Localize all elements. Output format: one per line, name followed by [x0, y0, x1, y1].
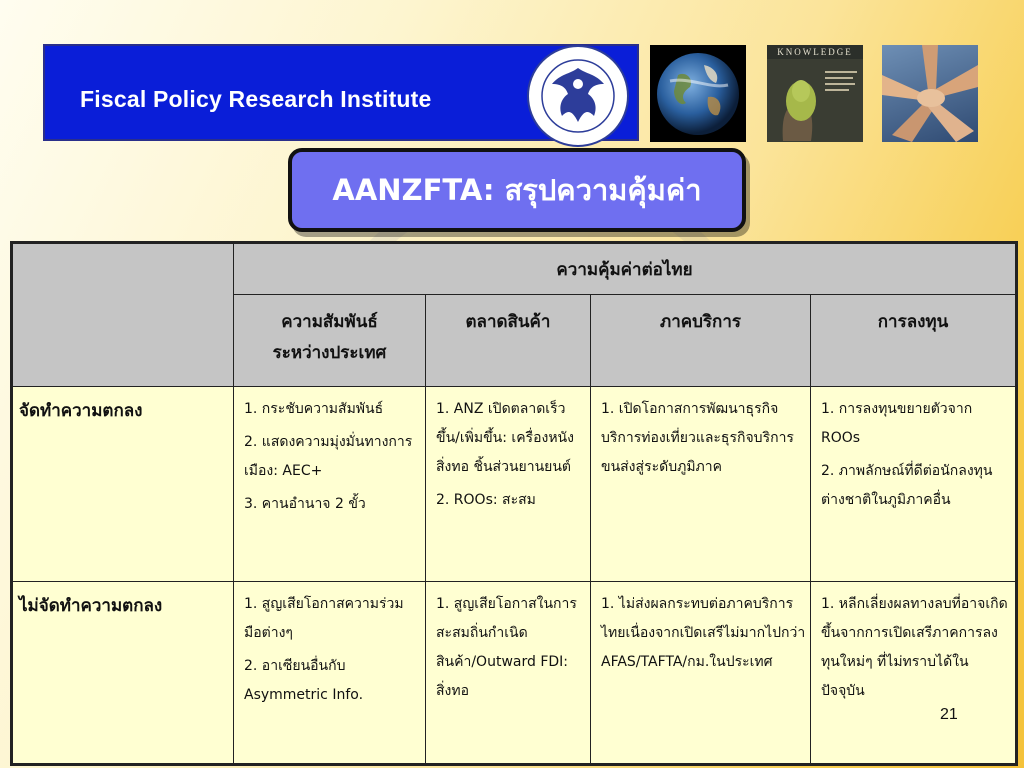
cell-item: 3. คานอำนาจ 2 ขั้ว	[244, 496, 366, 512]
institute-name: Fiscal Policy Research Institute	[80, 86, 432, 112]
cell-item: 1. หลีกเลี่ยงผลทางลบที่อาจเกิดขึ้นจากการเปิดเสรีภาคการลงทุนใหม่ๆ ที่ไม่ทราบได้ในปัจจุบัน	[821, 596, 1008, 699]
column-header-services: ภาคบริการ	[591, 295, 811, 387]
table-cell	[426, 387, 591, 582]
cell-item: 1. ANZ เปิดตลาดเร็วขึ้น/เพิ่มขึ้น: เครื่องหนัง สิ่งทอ ชิ้นส่วนยานยนต์	[436, 401, 574, 475]
column-header-investment: การลงทุน	[811, 295, 1017, 387]
slide-title-box	[288, 148, 746, 232]
cell-item: 1. สูญเสียโอกาสในการสะสมถิ่นกำเนิดสินค้า/Outward FDI: สิ่งทอ	[436, 596, 577, 699]
cell-item: 1. สูญเสียโอกาสความร่วมมือต่างๆ	[244, 596, 404, 641]
column-header-goods-market: ตลาดสินค้า	[426, 295, 591, 387]
page-number: 21	[940, 706, 958, 723]
table-cell	[234, 387, 426, 582]
cell-item: 1. ไม่ส่งผลกระทบต่อภาคบริการไทยเนื่องจากเปิดเสรีไม่มากไปกว่า AFAS/TAFTA/กม.ในประเทศ	[601, 596, 806, 670]
row-header-no-agreement: ไม่จัดทำความตกลง	[12, 582, 234, 765]
earth-image	[650, 45, 746, 142]
table-cell	[811, 582, 1017, 765]
summary-table	[10, 241, 1018, 766]
table-row	[12, 582, 1017, 765]
table-cell	[591, 387, 811, 582]
teamwork-hands-image	[882, 45, 978, 142]
table-cell	[426, 582, 591, 765]
table-cell	[591, 582, 811, 765]
knowledge-image	[767, 45, 863, 142]
row-header-agreement: จัดทำความตกลง	[12, 387, 234, 582]
cell-item: 2. อาเซียนอื่นกับ Asymmetric Info.	[244, 658, 364, 703]
cell-item: 2. แสดงความมุ่งมั่นทางการเมือง: AEC+	[244, 434, 413, 479]
table-corner-cell	[12, 243, 234, 387]
cell-item: 1. เปิดโอกาสการพัฒนาธุรกิจบริการท่องเที่ยวและธุรกิจบริการขนส่งสู่ระดับภูมิภาค	[601, 401, 794, 475]
slide-title: AANZFTA: สรุปความคุ้มค่า	[332, 173, 702, 207]
cell-item: 2. ภาพลักษณ์ที่ดีต่อนักลงทุนต่างชาติในภูมิภาคอื่น	[821, 463, 993, 508]
column-header-international-relations	[234, 295, 426, 387]
group-header: ความคุ้มค่าต่อไทย	[234, 243, 1017, 295]
column-header-line: ความสัมพันธ์	[281, 312, 378, 332]
cell-item: 1. กระชับความสัมพันธ์	[244, 401, 384, 417]
cell-item: 2. ROOs: สะสม	[436, 492, 536, 508]
institute-seal-logo	[522, 44, 634, 148]
table-cell	[811, 387, 1017, 582]
table-row	[12, 387, 1017, 582]
table-cell	[234, 582, 426, 765]
column-header-line: ระหว่างประเทศ	[272, 343, 387, 363]
knowledge-label: KNOWLEDGE	[777, 47, 853, 57]
cell-item: 1. การลงทุนขยายตัวจาก ROOs	[821, 401, 973, 446]
